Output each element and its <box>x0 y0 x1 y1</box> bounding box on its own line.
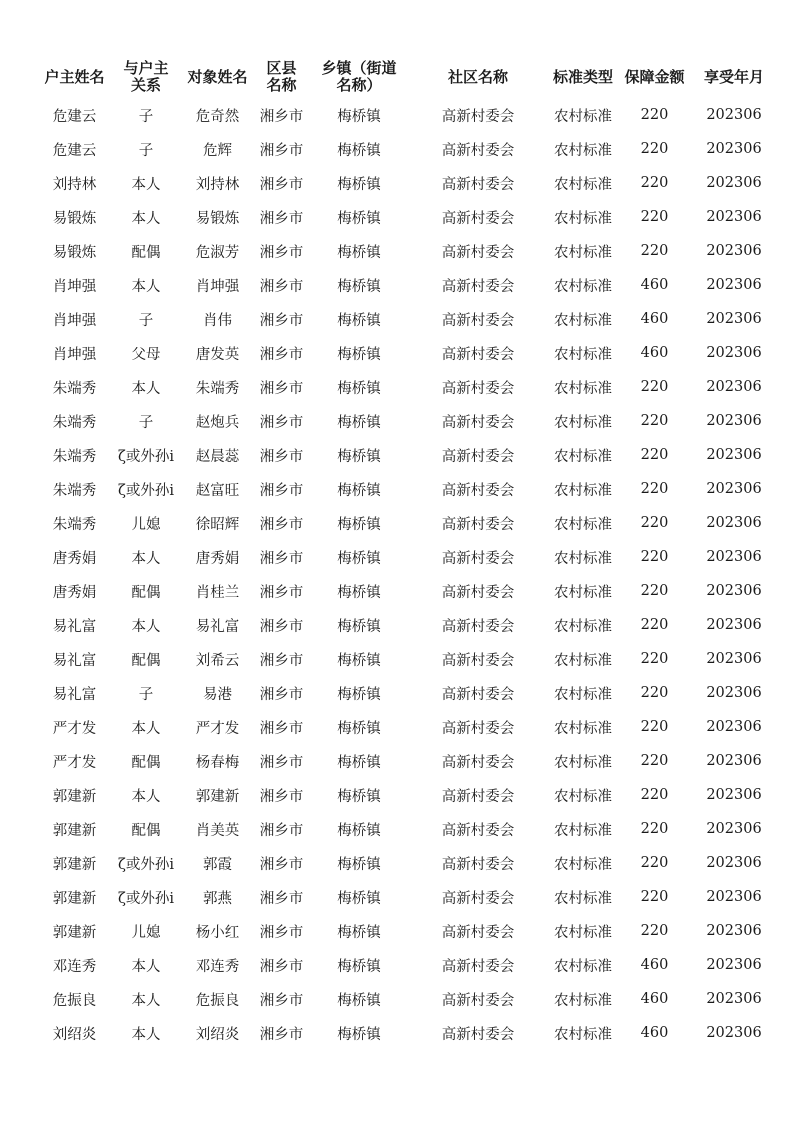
household-head-cell: 危建云 <box>52 142 97 159</box>
household-head-cell: 刘持林 <box>52 176 97 193</box>
header-standard-type: 标准类型 <box>552 67 613 86</box>
amount-cell: 460 <box>640 345 669 361</box>
community-cell: 高新村委会 <box>441 346 515 363</box>
community-cell: 高新村委会 <box>441 822 515 839</box>
recipient-name-cell: 郭霞 <box>203 856 232 873</box>
recipient-name-cell: 危淑芳 <box>195 244 240 261</box>
county-cell: 湘乡市 <box>259 482 304 499</box>
county-cell: 湘乡市 <box>259 448 304 465</box>
household-head-cell: 郭建新 <box>52 788 97 805</box>
county-cell: 湘乡市 <box>259 516 304 533</box>
standard-type-cell: 农村标准 <box>554 686 612 703</box>
period-cell: 202306 <box>706 413 762 429</box>
relation-cell: 儿媳 <box>131 516 161 533</box>
community-cell: 高新村委会 <box>441 924 515 941</box>
amount-cell: 220 <box>640 583 669 599</box>
community-cell: 高新村委会 <box>441 1026 515 1043</box>
table-row <box>38 472 778 506</box>
amount-cell: 220 <box>640 855 669 871</box>
county-cell: 湘乡市 <box>259 788 304 805</box>
amount-cell: 460 <box>640 311 669 327</box>
community-cell: 高新村委会 <box>441 176 515 193</box>
standard-type-cell: 农村标准 <box>554 1026 612 1043</box>
relation-cell: 子 <box>138 414 154 431</box>
recipient-name-cell: 危辉 <box>203 142 232 159</box>
community-cell: 高新村委会 <box>441 482 515 499</box>
table-row <box>38 404 778 438</box>
household-head-cell: 危振良 <box>52 992 97 1009</box>
table-row <box>38 234 778 268</box>
household-head-cell: 肖坤强 <box>52 312 97 329</box>
recipient-name-cell: 肖坤强 <box>195 278 240 295</box>
relation-cell: 配偶 <box>131 822 161 839</box>
household-head-cell: 郭建新 <box>52 822 97 839</box>
relation-cell: 本人 <box>131 210 161 227</box>
relation-cell: 本人 <box>131 176 161 193</box>
household-head-cell: 肖坤强 <box>52 278 97 295</box>
community-cell: 高新村委会 <box>441 720 515 737</box>
recipient-name-cell: 刘希云 <box>195 652 240 669</box>
recipient-name-cell: 徐昭辉 <box>195 516 240 533</box>
period-cell: 202306 <box>706 957 762 973</box>
relation-cell: 本人 <box>131 550 161 567</box>
town-cell: 梅桥镇 <box>337 890 381 907</box>
standard-type-cell: 农村标准 <box>554 924 612 941</box>
county-cell: 湘乡市 <box>259 992 304 1009</box>
standard-type-cell: 农村标准 <box>554 822 612 839</box>
household-head-cell: 郭建新 <box>52 924 97 941</box>
household-head-cell: 朱端秀 <box>52 516 97 533</box>
county-cell: 湘乡市 <box>259 1026 304 1043</box>
amount-cell: 220 <box>640 719 669 735</box>
household-head-cell: 唐秀娟 <box>52 584 97 601</box>
recipient-name-cell: 危振良 <box>195 992 240 1009</box>
amount-cell: 220 <box>640 107 669 123</box>
header-amount: 保障金额 <box>624 67 685 86</box>
recipient-name-cell: 肖桂兰 <box>195 584 240 601</box>
relation-cell: ζ或外孙ⅰ <box>118 890 174 907</box>
household-head-cell: 易礼富 <box>52 618 97 635</box>
recipient-name-cell: 杨春梅 <box>195 754 240 771</box>
town-cell: 梅桥镇 <box>337 482 381 499</box>
recipient-name-cell: 郭建新 <box>195 788 240 805</box>
period-cell: 202306 <box>706 719 762 735</box>
town-cell: 梅桥镇 <box>337 210 381 227</box>
county-cell: 湘乡市 <box>259 380 304 397</box>
header-row <box>38 56 778 98</box>
community-cell: 高新村委会 <box>441 754 515 771</box>
relation-cell: 本人 <box>131 992 161 1009</box>
amount-cell: 220 <box>640 549 669 565</box>
recipient-name-cell: 邓连秀 <box>195 958 240 975</box>
period-cell: 202306 <box>706 107 762 123</box>
header-relation: 与户主 关系 <box>123 59 169 94</box>
relation-cell: 配偶 <box>131 754 161 771</box>
relation-cell: ζ或外孙ⅰ <box>118 856 174 873</box>
standard-type-cell: 农村标准 <box>554 142 612 159</box>
community-cell: 高新村委会 <box>441 312 515 329</box>
household-head-cell: 唐秀娟 <box>52 550 97 567</box>
town-cell: 梅桥镇 <box>337 788 381 805</box>
period-cell: 202306 <box>706 447 762 463</box>
relation-cell: 配偶 <box>131 584 161 601</box>
relation-cell: 子 <box>138 686 154 703</box>
standard-type-cell: 农村标准 <box>554 890 612 907</box>
period-cell: 202306 <box>706 1025 762 1041</box>
standard-type-cell: 农村标准 <box>554 414 612 431</box>
table-row <box>38 982 778 1016</box>
period-cell: 202306 <box>706 753 762 769</box>
town-cell: 梅桥镇 <box>337 380 381 397</box>
town-cell: 梅桥镇 <box>337 244 381 261</box>
recipient-name-cell: 唐秀娟 <box>195 550 240 567</box>
table-row <box>38 880 778 914</box>
recipient-name-cell: 严才发 <box>195 720 240 737</box>
recipient-name-cell: 朱端秀 <box>195 380 240 397</box>
community-cell: 高新村委会 <box>441 958 515 975</box>
county-cell: 湘乡市 <box>259 312 304 329</box>
county-cell: 湘乡市 <box>259 414 304 431</box>
table-row <box>38 710 778 744</box>
amount-cell: 220 <box>640 889 669 905</box>
community-cell: 高新村委会 <box>441 516 515 533</box>
county-cell: 湘乡市 <box>259 754 304 771</box>
table-row <box>38 676 778 710</box>
period-cell: 202306 <box>706 209 762 225</box>
header-county: 区县 名称 <box>266 59 297 94</box>
header-community: 社区名称 <box>447 67 508 86</box>
relation-cell: ζ或外孙ⅰ <box>118 482 174 499</box>
standard-type-cell: 农村标准 <box>554 618 612 635</box>
county-cell: 湘乡市 <box>259 278 304 295</box>
table-row <box>38 132 778 166</box>
amount-cell: 460 <box>640 991 669 1007</box>
table-row <box>38 506 778 540</box>
standard-type-cell: 农村标准 <box>554 448 612 465</box>
household-head-cell: 朱端秀 <box>52 414 97 431</box>
period-cell: 202306 <box>706 855 762 871</box>
amount-cell: 220 <box>640 617 669 633</box>
standard-type-cell: 农村标准 <box>554 856 612 873</box>
household-head-cell: 肖坤强 <box>52 346 97 363</box>
county-cell: 湘乡市 <box>259 210 304 227</box>
period-cell: 202306 <box>706 991 762 1007</box>
period-cell: 202306 <box>706 481 762 497</box>
town-cell: 梅桥镇 <box>337 346 381 363</box>
period-cell: 202306 <box>706 821 762 837</box>
period-cell: 202306 <box>706 311 762 327</box>
community-cell: 高新村委会 <box>441 788 515 805</box>
standard-type-cell: 农村标准 <box>554 482 612 499</box>
table-row <box>38 948 778 982</box>
community-cell: 高新村委会 <box>441 652 515 669</box>
town-cell: 梅桥镇 <box>337 618 381 635</box>
town-cell: 梅桥镇 <box>337 414 381 431</box>
relation-cell: 子 <box>138 142 154 159</box>
relation-cell: 父母 <box>131 346 161 363</box>
household-head-cell: 朱端秀 <box>52 482 97 499</box>
amount-cell: 220 <box>640 447 669 463</box>
county-cell: 湘乡市 <box>259 176 304 193</box>
recipient-name-cell: 郭燕 <box>203 890 232 907</box>
household-head-cell: 易礼富 <box>52 652 97 669</box>
table-body <box>38 98 778 1050</box>
amount-cell: 220 <box>640 685 669 701</box>
table-row <box>38 98 778 132</box>
period-cell: 202306 <box>706 923 762 939</box>
amount-cell: 220 <box>640 243 669 259</box>
household-head-cell: 严才发 <box>52 754 97 771</box>
relation-cell: 本人 <box>131 618 161 635</box>
town-cell: 梅桥镇 <box>337 754 381 771</box>
table-row <box>38 302 778 336</box>
town-cell: 梅桥镇 <box>337 278 381 295</box>
county-cell: 湘乡市 <box>259 618 304 635</box>
county-cell: 湘乡市 <box>259 958 304 975</box>
period-cell: 202306 <box>706 515 762 531</box>
town-cell: 梅桥镇 <box>337 992 381 1009</box>
table-row <box>38 200 778 234</box>
county-cell: 湘乡市 <box>259 822 304 839</box>
town-cell: 梅桥镇 <box>337 652 381 669</box>
household-head-cell: 郭建新 <box>52 890 97 907</box>
household-head-cell: 易礼富 <box>52 686 97 703</box>
amount-cell: 220 <box>640 141 669 157</box>
community-cell: 高新村委会 <box>441 380 515 397</box>
amount-cell: 460 <box>640 1025 669 1041</box>
period-cell: 202306 <box>706 243 762 259</box>
community-cell: 高新村委会 <box>441 414 515 431</box>
table-row <box>38 744 778 778</box>
period-cell: 202306 <box>706 583 762 599</box>
county-cell: 湘乡市 <box>259 108 304 125</box>
header-household-head: 户主姓名 <box>44 67 105 86</box>
community-cell: 高新村委会 <box>441 244 515 261</box>
amount-cell: 460 <box>640 957 669 973</box>
table-row <box>38 336 778 370</box>
standard-type-cell: 农村标准 <box>554 278 612 295</box>
town-cell: 梅桥镇 <box>337 720 381 737</box>
community-cell: 高新村委会 <box>441 448 515 465</box>
period-cell: 202306 <box>706 379 762 395</box>
recipient-name-cell: 杨小红 <box>195 924 240 941</box>
table-row <box>38 642 778 676</box>
relation-cell: 本人 <box>131 788 161 805</box>
town-cell: 梅桥镇 <box>337 516 381 533</box>
table-row <box>38 268 778 302</box>
table-row <box>38 846 778 880</box>
period-cell: 202306 <box>706 889 762 905</box>
recipient-name-cell: 赵晨蕊 <box>195 448 240 465</box>
standard-type-cell: 农村标准 <box>554 992 612 1009</box>
standard-type-cell: 农村标准 <box>554 312 612 329</box>
period-cell: 202306 <box>706 685 762 701</box>
household-head-cell: 朱端秀 <box>52 380 97 397</box>
household-head-cell: 刘绍炎 <box>52 1026 97 1043</box>
household-head-cell: 朱端秀 <box>52 448 97 465</box>
community-cell: 高新村委会 <box>441 210 515 227</box>
recipient-name-cell: 唐发英 <box>195 346 240 363</box>
standard-type-cell: 农村标准 <box>554 244 612 261</box>
standard-type-cell: 农村标准 <box>554 210 612 227</box>
town-cell: 梅桥镇 <box>337 448 381 465</box>
allowance-table <box>38 56 778 1050</box>
household-head-cell: 易锻炼 <box>52 244 97 261</box>
community-cell: 高新村委会 <box>441 108 515 125</box>
table-row <box>38 370 778 404</box>
standard-type-cell: 农村标准 <box>554 584 612 601</box>
town-cell: 梅桥镇 <box>337 856 381 873</box>
county-cell: 湘乡市 <box>259 550 304 567</box>
table-row <box>38 812 778 846</box>
recipient-name-cell: 易港 <box>203 686 232 703</box>
household-head-cell: 严才发 <box>52 720 97 737</box>
town-cell: 梅桥镇 <box>337 924 381 941</box>
county-cell: 湘乡市 <box>259 142 304 159</box>
town-cell: 梅桥镇 <box>337 108 381 125</box>
relation-cell: 儿媳 <box>131 924 161 941</box>
amount-cell: 220 <box>640 209 669 225</box>
relation-cell: 本人 <box>131 720 161 737</box>
relation-cell: 本人 <box>131 1026 161 1043</box>
household-head-cell: 易锻炼 <box>52 210 97 227</box>
period-cell: 202306 <box>706 141 762 157</box>
table-row <box>38 540 778 574</box>
county-cell: 湘乡市 <box>259 890 304 907</box>
community-cell: 高新村委会 <box>441 618 515 635</box>
community-cell: 高新村委会 <box>441 856 515 873</box>
period-cell: 202306 <box>706 617 762 633</box>
county-cell: 湘乡市 <box>259 924 304 941</box>
standard-type-cell: 农村标准 <box>554 720 612 737</box>
table-row <box>38 166 778 200</box>
period-cell: 202306 <box>706 651 762 667</box>
recipient-name-cell: 危奇然 <box>195 108 240 125</box>
table-row <box>38 438 778 472</box>
amount-cell: 220 <box>640 175 669 191</box>
standard-type-cell: 农村标准 <box>554 754 612 771</box>
amount-cell: 220 <box>640 923 669 939</box>
standard-type-cell: 农村标准 <box>554 652 612 669</box>
county-cell: 湘乡市 <box>259 856 304 873</box>
standard-type-cell: 农村标准 <box>554 108 612 125</box>
standard-type-cell: 农村标准 <box>554 516 612 533</box>
period-cell: 202306 <box>706 549 762 565</box>
county-cell: 湘乡市 <box>259 652 304 669</box>
town-cell: 梅桥镇 <box>337 822 381 839</box>
period-cell: 202306 <box>706 787 762 803</box>
relation-cell: 配偶 <box>131 244 161 261</box>
county-cell: 湘乡市 <box>259 346 304 363</box>
community-cell: 高新村委会 <box>441 584 515 601</box>
county-cell: 湘乡市 <box>259 584 304 601</box>
community-cell: 高新村委会 <box>441 142 515 159</box>
relation-cell: 本人 <box>131 278 161 295</box>
standard-type-cell: 农村标准 <box>554 958 612 975</box>
recipient-name-cell: 易锻炼 <box>195 210 240 227</box>
county-cell: 湘乡市 <box>259 720 304 737</box>
table-row <box>38 914 778 948</box>
standard-type-cell: 农村标准 <box>554 176 612 193</box>
amount-cell: 220 <box>640 379 669 395</box>
recipient-name-cell: 肖伟 <box>203 312 232 329</box>
recipient-name-cell: 赵炮兵 <box>195 414 240 431</box>
relation-cell: 配偶 <box>131 652 161 669</box>
table-row <box>38 608 778 642</box>
standard-type-cell: 农村标准 <box>554 346 612 363</box>
town-cell: 梅桥镇 <box>337 686 381 703</box>
town-cell: 梅桥镇 <box>337 1026 381 1043</box>
recipient-name-cell: 刘持林 <box>195 176 240 193</box>
header-period: 享受年月 <box>703 67 764 86</box>
relation-cell: 子 <box>138 108 154 125</box>
table-row <box>38 1016 778 1050</box>
community-cell: 高新村委会 <box>441 278 515 295</box>
community-cell: 高新村委会 <box>441 992 515 1009</box>
recipient-name-cell: 赵富旺 <box>195 482 240 499</box>
town-cell: 梅桥镇 <box>337 312 381 329</box>
period-cell: 202306 <box>706 345 762 361</box>
standard-type-cell: 农村标准 <box>554 550 612 567</box>
county-cell: 湘乡市 <box>259 686 304 703</box>
amount-cell: 220 <box>640 481 669 497</box>
household-head-cell: 危建云 <box>52 108 97 125</box>
town-cell: 梅桥镇 <box>337 584 381 601</box>
amount-cell: 220 <box>640 821 669 837</box>
relation-cell: 子 <box>138 312 154 329</box>
table-row <box>38 574 778 608</box>
recipient-name-cell: 刘绍炎 <box>195 1026 240 1043</box>
table-row <box>38 778 778 812</box>
period-cell: 202306 <box>706 175 762 191</box>
period-cell: 202306 <box>706 277 762 293</box>
recipient-name-cell: 易礼富 <box>195 618 240 635</box>
community-cell: 高新村委会 <box>441 890 515 907</box>
household-head-cell: 郭建新 <box>52 856 97 873</box>
relation-cell: 本人 <box>131 958 161 975</box>
header-town: 乡镇（街道 名称） <box>321 59 397 94</box>
amount-cell: 220 <box>640 515 669 531</box>
county-cell: 湘乡市 <box>259 244 304 261</box>
community-cell: 高新村委会 <box>441 550 515 567</box>
town-cell: 梅桥镇 <box>337 958 381 975</box>
town-cell: 梅桥镇 <box>337 550 381 567</box>
header-recipient-name: 对象姓名 <box>187 67 248 86</box>
town-cell: 梅桥镇 <box>337 142 381 159</box>
amount-cell: 220 <box>640 753 669 769</box>
amount-cell: 460 <box>640 277 669 293</box>
amount-cell: 220 <box>640 651 669 667</box>
standard-type-cell: 农村标准 <box>554 380 612 397</box>
relation-cell: 本人 <box>131 380 161 397</box>
recipient-name-cell: 肖美英 <box>195 822 240 839</box>
household-head-cell: 邓连秀 <box>52 958 97 975</box>
amount-cell: 220 <box>640 413 669 429</box>
standard-type-cell: 农村标准 <box>554 788 612 805</box>
relation-cell: ζ或外孙ⅰ <box>118 448 174 465</box>
town-cell: 梅桥镇 <box>337 176 381 193</box>
community-cell: 高新村委会 <box>441 686 515 703</box>
amount-cell: 220 <box>640 787 669 803</box>
